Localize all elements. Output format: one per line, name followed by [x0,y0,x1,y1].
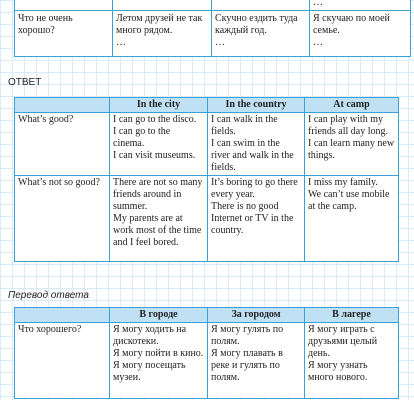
column-header [15,98,110,113]
translation-table [14,307,399,399]
column-header: In the city [110,98,208,113]
cell-line: Я скучаю по моей семье. [313,13,390,36]
cell-line: I can go to the cinema. [113,126,171,149]
table-row [15,11,411,57]
table-cell [212,11,310,57]
cell-line: I can visit museums. [113,150,196,161]
table-cell [305,176,399,262]
cell-line: … [116,37,126,48]
cell-line: I can swim in the river and walk in the fields. [211,138,294,173]
cell-line: Я могу узнать много нового. [308,360,368,383]
cell-line: Я могу пойти в кино. [113,348,204,359]
table-cell: … [310,0,411,11]
table-cell [113,0,212,11]
table-cell [208,323,305,399]
cell-line: Я могу плавать в реке и гулять по полям. [211,348,283,383]
top-table [14,0,411,57]
table-row [15,0,411,11]
translation-heading: Перевод ответа [8,290,89,301]
column-header: At camp [305,98,399,113]
table-header-row [15,308,399,323]
cell-line: Я могу гулять по полям. [211,324,284,347]
table-header-row [15,98,399,113]
table-cell [305,113,399,176]
table-cell [110,113,208,176]
table-cell [208,176,305,262]
cell-line: It’s boring to go there every year. [211,177,298,200]
table-cell [113,11,212,57]
column-header: In the country [208,98,305,113]
table-row [15,323,399,399]
answer-heading: ОТВЕТ [8,77,42,88]
cell-line: We can’t use mobile at the camp. [308,189,390,212]
cell-line: I can go to the disco. [113,114,197,125]
table-row [15,176,399,262]
cell-line: There are not so many friends around in summer. [113,177,203,212]
cell-line: Скучно ездить туда каждый год. [215,13,298,36]
cell-line: … [313,37,323,48]
cell-line: Я могу посещать музеи. [113,360,186,383]
cell-line: I miss my family. [308,177,378,188]
table-row [15,113,399,176]
table-cell [310,11,411,57]
table-cell [212,0,310,11]
cell-line: Летом друзей не так много рядом. [116,13,203,36]
cell-line: I can walk in the fields. [211,114,278,137]
cell-line: … [215,37,225,48]
cell-line: I can play with my friends all day long. [308,114,388,137]
cell-line: My parents are at work most of the time and I feel bored. [113,213,202,248]
column-header [15,308,110,323]
answer-table [14,97,399,262]
table-cell [110,323,208,399]
column-header: За городом [208,308,305,323]
cell-line: I can learn many new things. [308,138,395,161]
table-cell [110,176,208,262]
row-label: What’s not so good? [15,176,110,262]
cell-line: There is no good Internet or TV in the country. [211,201,294,236]
table-cell [305,323,399,399]
row-label: Что хорошего? [15,323,110,399]
cell-line: Я могу играть с друзьями целый день. [308,324,378,359]
cell-line: Я могу ходить на дискотеки. [113,324,187,347]
column-header: В городе [110,308,208,323]
column-header: В лагере [305,308,399,323]
row-label: What’s good? [15,113,110,176]
row-label: Что не очень хорошо? [15,11,113,57]
table-cell [15,0,113,11]
table-cell [208,113,305,176]
